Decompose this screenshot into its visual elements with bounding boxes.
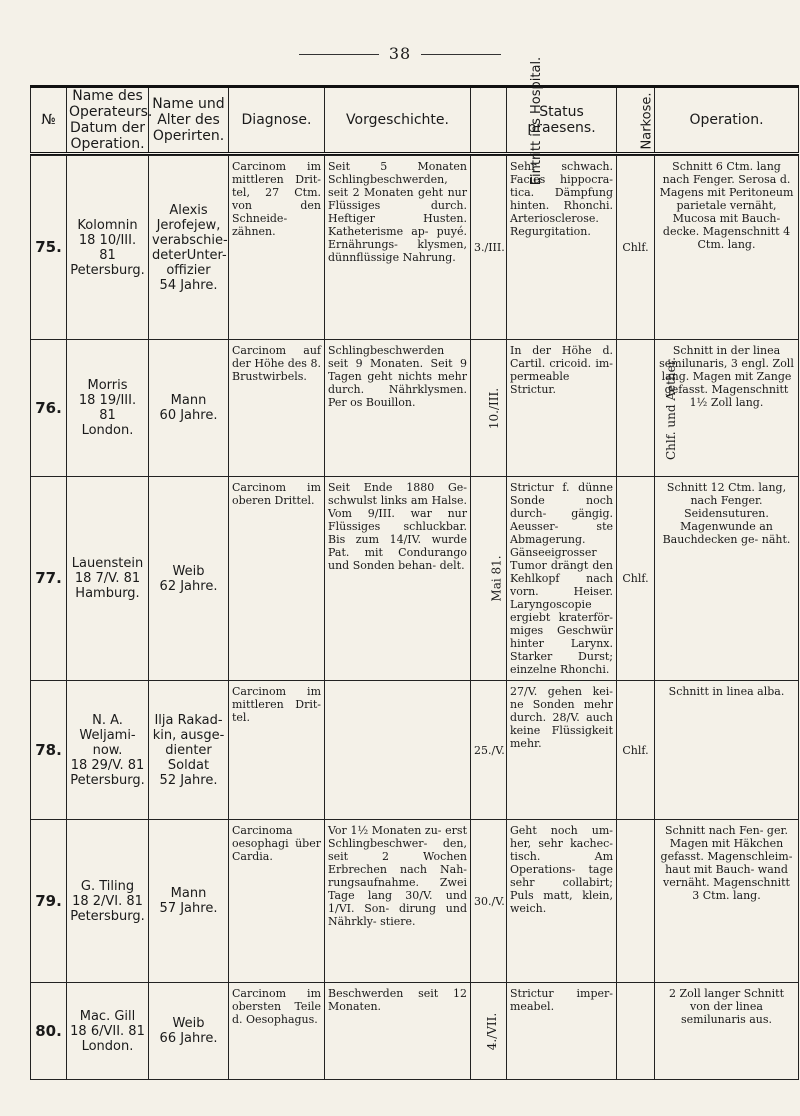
narcosis-cell bbox=[617, 820, 655, 983]
history-cell: Seit Ende 1880 Ge- schwulst links am Halse. Vom 9/III. war nur Flüssiges schluckbar. Bis zum 14/IV. wurde Pat. mit Condurango und Sonden behan- delt. bbox=[325, 477, 471, 681]
row-number: 78. bbox=[31, 681, 67, 820]
operator-cell-line: Hamburg. bbox=[75, 586, 140, 601]
operator-cell-line: London. bbox=[81, 1038, 134, 1054]
narcosis-cell: Chlf. bbox=[617, 681, 655, 820]
operation-cell: 2 Zoll langer Schnitt von der linea semilunaris aus. bbox=[655, 983, 799, 1080]
admission-cell: 25./V. bbox=[471, 681, 507, 820]
operator-cell bbox=[67, 681, 149, 820]
admission-cell-text: 4./VII. bbox=[485, 1012, 500, 1050]
diagnosis-cell: Carcinom im mittleren Drit- tel. bbox=[229, 681, 325, 820]
table-body bbox=[30, 155, 799, 1080]
operation-cell: Schnitt in der linea semilunaris, 3 engl. Zoll lang. Magen mit Zange gefasst. Magenschnitt 1½ Zoll lang. bbox=[655, 340, 799, 477]
table-row bbox=[31, 477, 799, 681]
header-diagnosis: Diagnose. bbox=[229, 87, 325, 154]
history-cell bbox=[325, 681, 471, 820]
status-cell: Strictur imper- meabel. bbox=[507, 983, 617, 1080]
row-number: 79. bbox=[31, 820, 67, 983]
patient-cell-line: Jerofejew, bbox=[156, 217, 221, 233]
table-row bbox=[31, 681, 799, 820]
operator-cell-line: 18 10/III. 81 bbox=[78, 232, 137, 263]
patient-cell bbox=[149, 340, 229, 477]
patient-cell-line: Mann bbox=[170, 393, 207, 408]
header-admission bbox=[471, 56, 545, 186]
operator-cell-line: Kolomnin bbox=[77, 217, 138, 233]
admission-cell bbox=[471, 983, 507, 1080]
page-number-text: 38 bbox=[388, 44, 412, 63]
left-rule bbox=[299, 54, 379, 55]
page-number bbox=[0, 44, 800, 63]
header-nr: № bbox=[31, 87, 67, 154]
patient-cell bbox=[149, 681, 229, 820]
operator-cell bbox=[67, 156, 149, 340]
row-number: 80. bbox=[31, 983, 67, 1080]
table-row bbox=[31, 156, 799, 340]
row-number: 75. bbox=[31, 156, 67, 340]
history-cell: Schlingbeschwerden seit 9 Monaten. Seit 9 Tagen geht nichts mehr durch. Nährklysmen. Per os Bouillon. bbox=[325, 340, 471, 477]
operator-cell-line: 18 7/V. 81 bbox=[74, 571, 141, 586]
narcosis-cell bbox=[617, 983, 655, 1080]
operator-cell-line: 18 29/V. 81 bbox=[70, 757, 145, 773]
status-cell: In der Höhe d. Cartil. cricoid. im- permeable Strictur. bbox=[507, 340, 617, 477]
header-patient: Name und Alter des Operirten. bbox=[149, 87, 229, 154]
header-status: Status praesens. bbox=[507, 87, 617, 154]
patient-cell-line: Soldat bbox=[167, 757, 210, 773]
operator-cell-line: now. bbox=[92, 742, 123, 758]
row-number: 76. bbox=[31, 340, 67, 477]
table-row bbox=[31, 340, 799, 477]
patient-cell-line: deterUnter- bbox=[152, 247, 227, 263]
table-row bbox=[31, 983, 799, 1080]
operator-cell-line: Petersburg. bbox=[70, 262, 145, 278]
admission-cell-text: Mai 81. bbox=[489, 555, 504, 602]
admission-cell: 3./III. bbox=[471, 156, 507, 340]
status-cell: 27/V. gehen kei- ne Sonden mehr durch. 28/V. auch keine Flüssigkeit mehr. bbox=[507, 681, 617, 820]
patient-cell-line: kin, ausge- bbox=[152, 727, 225, 743]
admission-cell bbox=[471, 340, 507, 477]
table-row bbox=[31, 820, 799, 983]
operator-cell bbox=[67, 983, 149, 1080]
table-header bbox=[30, 56, 799, 186]
operation-cell: Schnitt nach Fen- ger. Magen mit Häkchen gefasst. Magenschleim- haut mit Bauch- wand vernäht. Magenschnitt 3 Ctm. lang. bbox=[655, 820, 799, 983]
diagnosis-cell: Carcinom im oberen Drittel. bbox=[229, 477, 325, 681]
operator-cell-line: Weljami- bbox=[79, 727, 136, 743]
patient-cell bbox=[149, 820, 229, 983]
diagnosis-cell: Carcinoma oesophagi über Cardia. bbox=[229, 820, 325, 983]
history-cell: Vor 1½ Monaten zu- erst Schlingbeschwer- den, seit 2 Wochen Erbrechen nach Nah- rungsaufnahme. Zwei Tage lang 30/V. und 1/VI. Son- dirung und Nährkly- stiere. bbox=[325, 820, 471, 983]
header-narcosis-text: Narkose. bbox=[639, 92, 655, 150]
patient-cell-line: 54 Jahre. bbox=[159, 277, 218, 293]
patient-cell-line: 57 Jahre. bbox=[159, 901, 218, 916]
history-cell: Beschwerden seit 12 Monaten. bbox=[325, 983, 471, 1080]
operation-cell: Schnitt 12 Ctm. lang, nach Fenger. Seidensuturen. Magenwunde an Bauchdecken ge- näht. bbox=[655, 477, 799, 681]
operator-cell-line: Petersburg. bbox=[70, 908, 145, 924]
operator-cell bbox=[67, 477, 149, 681]
header-operation: Operation. bbox=[655, 87, 799, 154]
operation-cell: Schnitt 6 Ctm. lang nach Fenger. Serosa d. Magens mit Peritoneum parietale vernäht, Mucosa mit Bauch- decke. Magenschnitt 4 Ctm. lang. bbox=[655, 156, 799, 340]
operator-cell-line: 18 19/III. 81 bbox=[78, 393, 137, 423]
diagnosis-cell: Carcinom im obersten Teile d. Oesophagus. bbox=[229, 983, 325, 1080]
patient-cell-line: dienter bbox=[165, 742, 212, 758]
patient-cell-line: 52 Jahre. bbox=[159, 772, 218, 788]
history-cell: Seit 5 Monaten Schlingbeschwerden, seit 2 Monaten geht nur Flüssiges durch. Heftiger Husten. Katheterisme ap- puyé. Ernährungs- klysmen, dünnflüssige Nahrung. bbox=[325, 156, 471, 340]
narcosis-cell bbox=[617, 340, 678, 477]
operator-cell-line: Morris bbox=[87, 378, 128, 393]
header-history: Vorgeschichte. bbox=[325, 87, 471, 154]
status-cell: Sehr schwach. Facies hippocra- tica. Dämpfung hinten. Rhonchi. Arteriosclerose. Regurgitation. bbox=[507, 156, 617, 340]
patient-cell-line: 62 Jahre. bbox=[159, 578, 218, 594]
operator-cell-line: Petersburg. bbox=[70, 772, 145, 788]
operator-cell-line: Mac. Gill bbox=[79, 1008, 136, 1024]
admission-cell bbox=[471, 477, 507, 681]
admission-cell-text: 10./III. bbox=[487, 387, 502, 429]
narcosis-cell: Chlf. bbox=[617, 477, 655, 681]
operator-cell-line: 18 2/VI. 81 bbox=[72, 893, 143, 909]
status-cell: Geht noch um- her, sehr kachec- tisch. Am Operations- tage sehr collabirt; Puls matt, klein, weich. bbox=[507, 820, 617, 983]
admission-cell: 30./V. bbox=[471, 820, 507, 983]
patient-cell bbox=[149, 477, 229, 681]
operation-cell: Schnitt in linea alba. bbox=[655, 681, 799, 820]
patient-cell bbox=[149, 983, 229, 1080]
diagnosis-cell: Carcinom auf der Höhe des 8. Brustwirbels. bbox=[229, 340, 325, 477]
patient-cell-line: Mann bbox=[170, 886, 207, 901]
operator-cell-line: N. A. bbox=[92, 712, 123, 728]
operator-cell-line: 18 6/VII. 81 bbox=[70, 1023, 145, 1039]
patient-cell-line: 60 Jahre. bbox=[159, 408, 218, 423]
patient-cell-line: Weib bbox=[172, 1016, 205, 1031]
narcosis-cell-text: Chlf. und Aether. bbox=[664, 356, 678, 460]
operator-cell bbox=[67, 340, 149, 477]
diagnosis-cell: Carcinom im mittleren Drit- tel, 27 Ctm. von den Schneide- zähnen. bbox=[229, 156, 325, 340]
patient-cell-line: offizier bbox=[166, 262, 211, 278]
right-rule bbox=[421, 54, 501, 55]
operator-cell-line: Lauenstein bbox=[71, 556, 144, 571]
surgery-table bbox=[30, 56, 798, 1080]
patient-cell-line: Alexis bbox=[169, 202, 208, 218]
narcosis-cell: Chlf. bbox=[617, 156, 655, 340]
header-narcosis bbox=[617, 87, 655, 154]
patient-cell-line: 66 Jahre. bbox=[159, 1031, 218, 1046]
status-cell: Strictur f. dünne Sonde noch durch- gängig. Aeusser- ste Abmagerung. Gänseeigrosser Tumor drängt den Kehlkopf nach vorn. Heiser. Laryngoscopie ergiebt kraterför- miges Geschwür hinter Larynx. Starker Durst; einzelne Rhonchi. bbox=[507, 477, 617, 681]
patient-cell-line: Weib bbox=[172, 563, 205, 579]
patient-cell bbox=[149, 156, 229, 340]
operator-cell bbox=[67, 820, 149, 983]
row-number: 77. bbox=[31, 477, 67, 681]
operator-cell-line: London. bbox=[81, 423, 134, 438]
header-operator: Name des Operateurs. Datum der Operation. bbox=[67, 87, 149, 154]
patient-cell-line: verabschie- bbox=[152, 232, 228, 248]
header-admission-text: Eintritt ins Hospital. bbox=[529, 56, 545, 186]
patient-cell-line: Ilja Rakad- bbox=[154, 712, 223, 728]
operator-cell-line: G. Tiling bbox=[80, 878, 135, 894]
